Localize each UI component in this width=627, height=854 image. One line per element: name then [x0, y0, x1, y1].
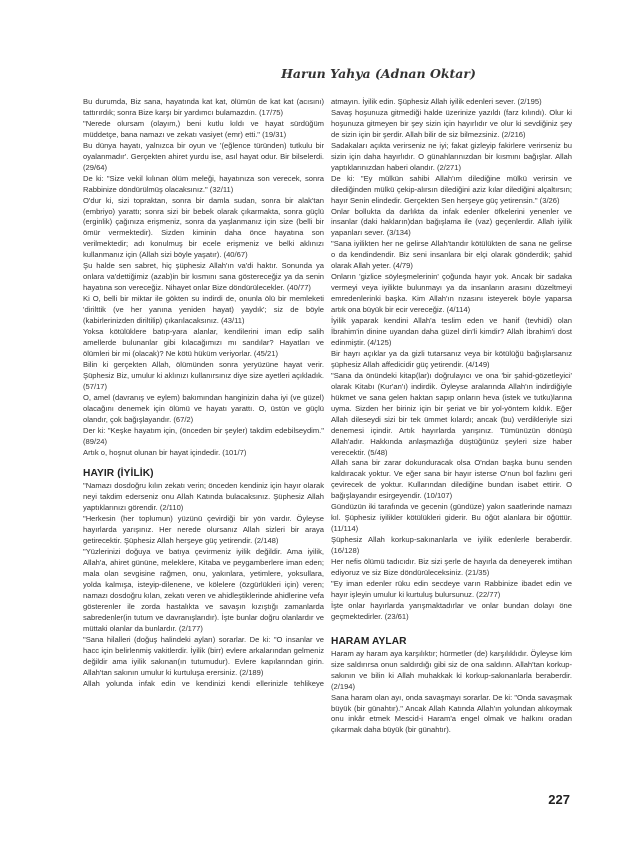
- running-header: Harun Yahya (Adnan Oktar): [281, 66, 476, 81]
- verse-paragraph: Sana haram olan ayı, onda savaşmayı sorarlar. De ki: "Onda savaşmak büyük (bir günahtır)." Ancak Allah Katında Allah'ın yolundan alıkoymak onu inkâr etmek Mescid-i Haram'a engel olmak ve halkını oradan çıkarmak daha büyük (bir günahtır).: [331, 692, 572, 735]
- verse-paragraph: Her nefis ölümü tadıcıdır. Biz sizi şerle de hayırla da deneyerek imtihan ediyoruz ve siz Bize döndürüleceksiniz. (21/35): [331, 557, 572, 577]
- verse-paragraph: İşte onlar hayırlarda yarışmaktadırlar ve onlar bundan dolayı öne geçmektedirler. (23/61): [331, 600, 572, 621]
- left-column: [83, 97, 324, 690]
- verse-paragraph: Sadakaları açıkta verirseniz ne iyi; fakat gizleyip fakirlere verirseniz bu sizin için daha hayırlıdır. O günahlarınızdan bir kısmını bağışlar. Allah yaptıklarınızdan haberi olandır. (2/271): [331, 140, 572, 172]
- verse-paragraph: Artık o, hoşnut olunan bir hayat içindedir. (101/7): [83, 447, 247, 457]
- verse-paragraph: Bilin ki gerçekten Allah, ölümünden sonra yeryüzüne hayat verir. Şüphesiz Biz, umulur ki aklınızı kullanırsınız diye size ayetleri açıkladık. (57/17): [83, 359, 324, 391]
- verse-paragraph: Gündüzün iki tarafında ve gecenin (gündüze) yakın saatlerinde namazı kıl. Şüphesiz iyilikler kötülükleri giderir. Bu öğüt alanlara bir öğüttür. (11/114): [331, 502, 572, 534]
- verse-paragraph: De ki: "Ey mülkün sahibi Allah'ım dilediğine mülkü verirsin ve dilediğinden mülkü çekip-alırsın dilediğini aziz kılar dilediğini alçaltırsın; hayır Senin elindedir. Gerçekten Sen herşeye güç yetirensin." (3/26): [331, 173, 572, 205]
- verse-paragraph: Bu durumda, Biz sana, hayatında kat kat, ölümün de kat kat (acısını) tattırırdık; sonra Bize karşı bir yardımcı bulamazdın. (17/75): [83, 97, 324, 117]
- verse-paragraph: Bu dünya hayatı, yalnızca bir oyun ve '(eğlence türünden) tutkulu bir oyalanmadır'. Gerçekten ahiret yurdu ise, asıl hayat odur. Bir bilselerdi. (29/64): [83, 140, 324, 172]
- right-column: [331, 97, 572, 736]
- verse-paragraph: Haram ay haram aya karşılıktır; hürmetler (de) karşılıklıdır. Öyleyse kim size saldırırsa onun saldırdığı gibi siz de ona saldırın. Allah'tan korkup-sakının ve bilin ki Allah muhakkak ki korkup-sakınanlarla beraberdir. (2/194): [331, 648, 572, 691]
- verse-paragraph: Savaş hoşunuza gitmediği halde üzerinize yazıldı (farz kılındı). Olur ki hoşunuza gitmeyen bir şey sizin için hayırlıdır ve olur ki sevdiğiniz şey de sizin için bir şerdir. Allah bilir de siz bilmezsiniz. (2/216): [331, 107, 572, 139]
- page-number: 227: [548, 792, 570, 807]
- verse-paragraph: Allah yolunda infak edin ve kendinizi kendi ellerinizle tehlikeye: [83, 678, 324, 688]
- section-heading-hayir: HAYIR (İYİLİK): [83, 468, 154, 480]
- verse-paragraph: İyilik yaparak kendini Allah'a teslim eden ve hanif (tevhidi) olan İbrahim'in dinine uyandan daha güzel din'li kimdir? Allah İbrahim'i dost edinmiştir. (4/125): [331, 316, 572, 347]
- section-heading-haram-aylar: HARAM AYLAR: [331, 635, 407, 647]
- verse-paragraph: atmayın. İyilik edin. Şüphesiz Allah iyilik edenleri sever. (2/195): [331, 97, 542, 106]
- verse-paragraph: "Yüzlerinizi doğuya ve batıya çevirmeniz iyilik değildir. Ama iyilik, Allah'a, ahiret gününe, meleklere, Kitaba ve peygamberlere iman eden; mala olan sevgisine rağmen, onu, yakınlara, yetimlere, yoksullara, yolda kalmışa, isteyip-dilenene, ve kölelere (özgürlükleri için) veren; namazı dosdoğru kılan, zekatı veren ve ahidleştiklerinde ahidlerine vefa gösterenler ile zorda hastalıkta ve savaşın kızıştığı zamanlarda sabredenler(in tutum ve davranışlarıdır). İşte bunlar doğru olanlardır ve müttaki olanlar da bunlardır. (2/177): [83, 547, 324, 633]
- verse-paragraph: O'dur ki, sizi topraktan, sonra bir damla sudan, sonra bir alak'tan (embriyo) yarattı; sonra sizi bir bebek olarak çıkarmakta, sonra güçlü (erginlik) çağınıza erişmeniz, sonra da yaşlanmanız için size (belli bir ömür vermektedir). Sizden kiminin daha önce hayatına son verilmektedir; adı konulmuş bir ecele erişmeniz ve belki aklınızı kullanmanız için (Allah sizi böyle yaşatır). (40/67): [83, 195, 324, 260]
- verse-paragraph: "Herkesin (her toplumun) yüzünü çevirdiği bir yön vardır. Öyleyse hayırlarda yarışınız. Her nerede olursanız Allah sizleri bir araya getirecektir. Şüphesiz Allah herşeye güç yetirendir. (2/148): [83, 514, 324, 546]
- verse-paragraph: Bir hayrı açıklar ya da gizli tutarsanız veya bir kötülüğü bağışlarsanız şüphesiz Allah affedicidir güç yetirendir. (4/149): [331, 348, 572, 369]
- verse-paragraph: "Sana hilalleri (doğuş halindeki ayları) sorarlar. De ki: "O insanlar ve hacc için belirlenmiş vakitlerdir. İyilik (birr) evlere arkalarından gelmeniz değildir ama iyilik sakınan(ın tutumudur). Evlere kapılarından girin. Allah'tan sakının umulur ki kurtuluşa erersiniz. (2/189): [83, 634, 324, 677]
- verse-paragraph: "Ey iman edenler rüku edin secdeye varın Rabbinize ibadet edin ve hayır işleyin umulur ki kurtuluş bulursunuz. (22/77): [331, 578, 572, 599]
- verse-paragraph: "Nerede olursam (olayım,) beni kutlu kıldı ve hayat sürdüğüm müddetçe, bana namazı ve zekatı vasiyet (emr) etti." (19/31): [83, 118, 324, 139]
- verse-paragraph: De ki: "Size vekil kılınan ölüm meleği, hayatınıza son verecek, sonra Rabbinize döndürülmüş olacaksınız." (32/11): [83, 173, 324, 194]
- verse-paragraph: "Sana iyilikten her ne gelirse Allah'tandır kötülükten de sana ne gelirse o da kendindendir. Biz seni insanlara bir elçi olarak gönderdik; şahid olarak Allah yeter. (4/79): [331, 239, 572, 271]
- verse-paragraph: Der ki: "Keşke hayatım için, (önceden bir şeyler) takdim edebilseydim." (89/24): [83, 425, 324, 446]
- verse-paragraph: Onların 'gizlice söyleşmelerinin' çoğunda hayır yok. Ancak bir sadaka vermeyi veya iyilikte bulunmayı ya da insanların arasını düzeltmeyi emredenlerinki başka. Kim Allah'ın rızasını isteyerek böyle yaparsa artık ona büyük bir ecir vereceğiz. (4/114): [331, 272, 572, 315]
- verse-paragraph: Allah sana bir zarar dokunduracak olsa O'ndan başka bunu senden kaldıracak yoktur. Ve eğer sana bir hayır isterse O'nun bol fazlını geri çevirecek de yoktur. Kullarından dilediğine bundan isabet ettirir. O bağışlayandır esirgeyendir. (10/107): [331, 458, 572, 501]
- verse-paragraph: "Sana da önündeki kitap(lar)ı doğrulayıcı ve ona 'bir şahid-gözetleyici' olarak Kitabı (Kur'an'ı) indirdik. Öyleyse aralarında Allah'ın indirdiğiyle hükmet ve sana gelen haktan sapıp onların heva (istek ve tutku)larına uyma. Sizden her biriniz için bir şeriat ve bir yol-yöntem kıldık. Eğer Allah dileseydi sizi bir tek ümmet kılardı; ancak (bu) verdikleriyle sizi denemesi içindir. Artık hayırlarda yarışınız. Tümünüzün dönüşü Allah'adır. Hakkında anlaşmazlığa düştüğünüz şeyleri size haber verecektir. (5/48): [331, 370, 572, 457]
- verse-paragraph: Yoksa kötülüklere batıp-yara alanlar, kendilerini iman edip salih amellerde bulunanlar gibi kılacağımızı mı sandılar? Hayatları ve ölümleri bir mi (olacak)? Ne kötü hüküm veriyorlar. (45/21): [83, 327, 324, 358]
- verse-paragraph: O, amel (davranış ve eylem) bakımından hanginizin daha iyi (ve güzel) olacağını denemek için ölümü ve hayatı yarattı. O, üstün ve güçlü olandır, çok bağışlayandır. (67/2): [83, 392, 324, 424]
- verse-paragraph: Onlar bollukta da darlıkta da infak edenler öfkelerini yenenler ve insanlar (daki hakların)dan bağışlama ile (vaz) geçenlerdir. Allah iyilik yapanları sever. (3/134): [331, 206, 572, 238]
- verse-paragraph: Şüphesiz Allah korkup-sakınanlarla ve iyilik edenlerle beraberdir. (16/128): [331, 535, 572, 556]
- verse-paragraph: "Namazı dosdoğru kılın zekatı verin; önceden kendiniz için hayır olarak neyi takdim ederseniz onu Allah Katında bulacaksınız. Şüphesiz Allah yaptıklarınızı görendir. (2/110): [83, 481, 324, 513]
- verse-paragraph: Ki O, belli bir miktar ile gökten su indirdi de, onunla ölü bir memleketi 'dirilttik (ve her yanına yeniden hayat) yaydık'; siz de böyle (kabirlerinizden diriltilip) çıkarılacaksınız. (43/11): [83, 294, 324, 326]
- verse-paragraph: Şu halde sen sabret, hiç şüphesiz Allah'ın va'di haktır. Sonunda ya onlara va'dettiğimiz (azab)in bir kısmını sana göstereceğiz ya da senin hayatına son vereceğiz. Nihayet onlar Bize döndürülecekler. (40/77): [83, 261, 324, 293]
